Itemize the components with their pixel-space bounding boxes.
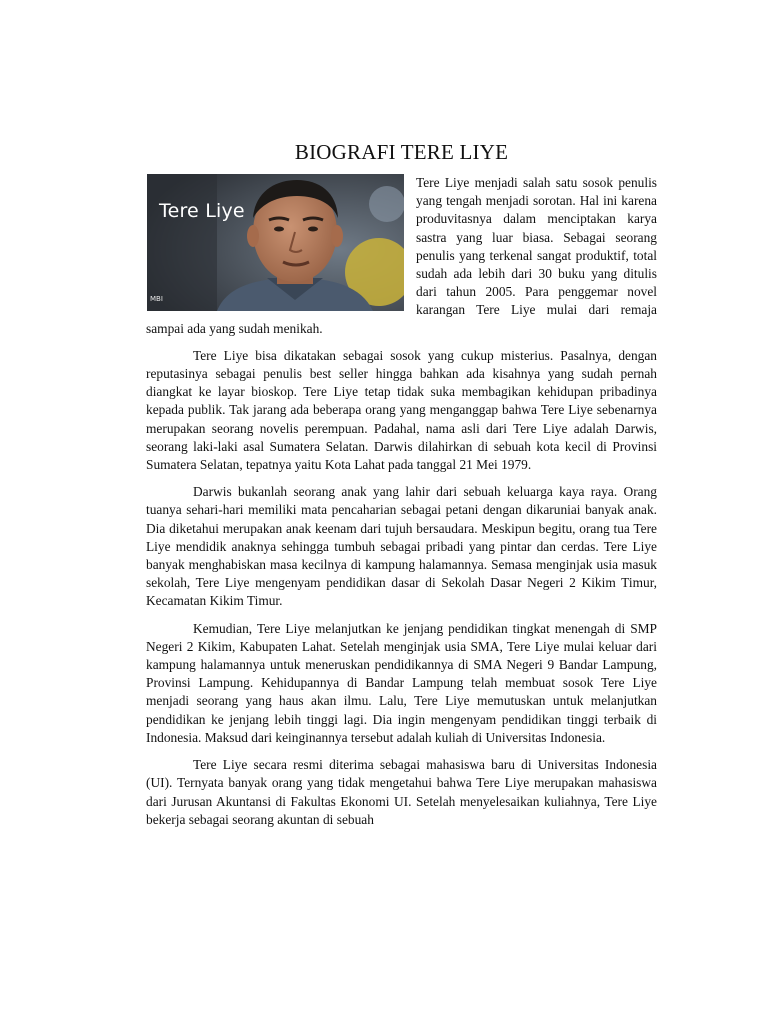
author-photo-illustration <box>147 174 404 311</box>
photo-caption: Tere Liye <box>159 200 245 222</box>
paragraph-2: Tere Liye bisa dikatakan sebagai sosok yang cukup misterius. Pasalnya, dengan reputasinya sebagai penulis best seller hingga bahkan ada kisahnya yang sudah pernah diangkat ke layar bioskop. Tere Liye tetap tidak suka membagikan kehidupan pribadinya kepada publik. Tak jarang ada beberapa orang yang menganggap bahwa Tere Liye sebenarnya merupakan seorang novelis perempuan. Padahal, nama asli dari Tere Liye adalah Darwis, seorang laki-laki asal Sumatera Selatan. Darwis dilahirkan di sebuah kota kecil di Provinsi Sumatera Selatan, tepatnya yaitu Kota Lahat pada tanggal 21 Mei 1979. <box>146 347 657 473</box>
photo-watermark: MBI <box>150 294 163 303</box>
page-title: BIOGRAFI TERE LIYE <box>294 140 509 164</box>
paragraph-1-text: Tere Liye menjadi salah satu sosok penulis yang tengah menjadi sorotan. Hal ini karena produvitasnya dalam menciptakan karya sastra yang luar biasa. Sebagai seorang penulis yang terkenal sangat produktif, total sudah ada lebih dari 30 buku yang ditulis dari tahun 2005. Para penggemar novel karangan Tere Liye mulai dari remaja sampai ada yang sudah menikah. <box>146 175 657 336</box>
paragraph-5: Tere Liye secara resmi diterima sebagai mahasiswa baru di Universitas Indonesia (UI). Ternyata banyak orang yang tidak mengetahui bahwa Tere Liye merupakan mahasiswa dari Jurusan Akuntansi di Fakultas Ekonomi UI. Setelah menyelesaikan kuliahnya, Tere Liye bekerja sebagai seorang akuntan di sebuah <box>146 757 657 827</box>
document-page <box>146 138 657 838</box>
paragraph-4: Kemudian, Tere Liye melanjutkan ke jenjang pendidikan tingkat menengah di SMP Negeri 2 Kikim, Kabupaten Lahat. Setelah menginjak usia SMA, Tere Liye mulai keluar dari kampung halamannya untuk meneruskan pendidikannya di SMA Negeri 9 Bandar Lampung, Provinsi Lampung. Kehidupannya di Bandar Lampung telah membuat sosok Tere Liye menjadi seorang yang haus akan ilmu. Lalu, Tere Liye memutuskan untuk melanjutkan pendidikan ke jenjang lebih tinggi lagi. Dia ingin mengenyam pendidikan tinggi terbaik di Indonesia. Maksud dari keinginannya tersebut adalah kuliah di Universitas Indonesia. <box>146 620 657 745</box>
paragraph-3: Darwis bukanlah seorang anak yang lahir dari sebuah keluarga kaya raya. Orang tuanya sehari-hari memiliki mata pencaharian sebagai petani dengan dikaruniai banyak anak. Dia diketahui merupakan anak keenam dari tujuh bersaudara. Meskipun begitu, orang tua Tere Liye mendidik anaknya sehingga tumbuh sebagai pribadi yang pintar dan cerdas. Tere Liye banyak menghabiskan masa kecilnya di kampung halamannya. Semasa menginjak usia masuk sekolah, Tere Liye mengenyam pendidikan dasar di Sekolah Dasar Negeri 2 Kikim Timur, Kecamatan Kikim Timur. <box>146 484 657 609</box>
paragraph-1 <box>146 174 657 338</box>
author-photo <box>147 174 404 311</box>
